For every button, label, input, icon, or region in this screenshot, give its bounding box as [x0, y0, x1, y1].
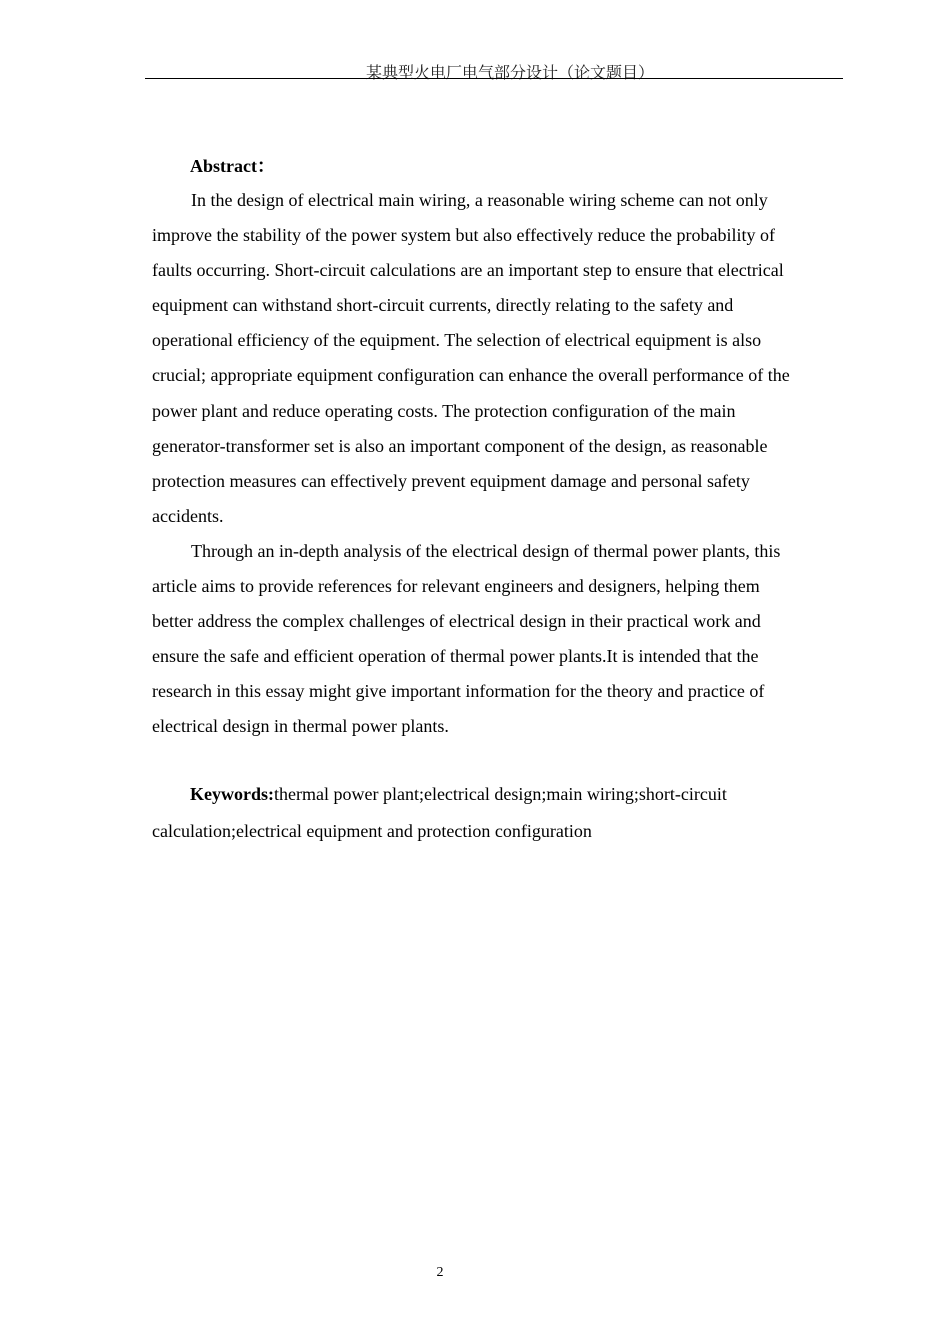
keywords-text-2: calculation;electrical equipment and protection configuration: [152, 821, 592, 841]
header-rule: [145, 78, 843, 79]
text-line: better address the complex challenges of electrical design in their practical work and: [152, 611, 761, 632]
abstract-heading: Abstract：: [190, 156, 275, 176]
text-line: electrical design in thermal power plants.: [152, 716, 449, 737]
text-line: improve the stability of the power system but also effectively reduce the probability of: [152, 225, 775, 246]
text-line: power plant and reduce operating costs. The protection configuration of the main: [152, 400, 736, 421]
keywords-block: [152, 776, 842, 850]
text-line: Through an in-depth analysis of the electrical design of thermal power plants, this: [191, 541, 781, 561]
text-line: In the design of electrical main wiring, a reasonable wiring scheme can not only: [191, 190, 768, 210]
text-line: operational efficiency of the equipment. The selection of electrical equipment is also: [152, 330, 762, 351]
keywords-label: Keywords:: [190, 784, 274, 804]
text-line: research in this essay might give important information for the theory and practice of: [152, 681, 765, 702]
abstract-paragraph-2: [152, 534, 842, 745]
text-line: ensure the safe and efficient operation of thermal power plants.It is intended that the: [152, 646, 759, 667]
running-header: 某典型火电厂电气部分设计（论文题目）: [365, 65, 654, 82]
text-line: faults occurring. Short-circuit calculations are an important step to ensure that electrical: [152, 260, 784, 281]
text-line: protection measures can effectively prevent equipment damage and personal safety: [152, 470, 750, 491]
text-line: article aims to provide references for relevant engineers and designers, helping them: [152, 576, 760, 597]
page-number: 2: [436, 1265, 444, 1280]
keywords-text-1: thermal power plant;electrical design;main wiring;short-circuit: [274, 784, 727, 804]
abstract-paragraph-1: [152, 183, 842, 534]
text-line: accidents.: [152, 505, 224, 526]
text-line: equipment can withstand short-circuit currents, directly relating to the safety and: [152, 295, 734, 316]
text-line: crucial; appropriate equipment configuration can enhance the overall performance of the: [152, 365, 790, 386]
text-line: generator-transformer set is also an important component of the design, as reasonable: [152, 435, 768, 456]
